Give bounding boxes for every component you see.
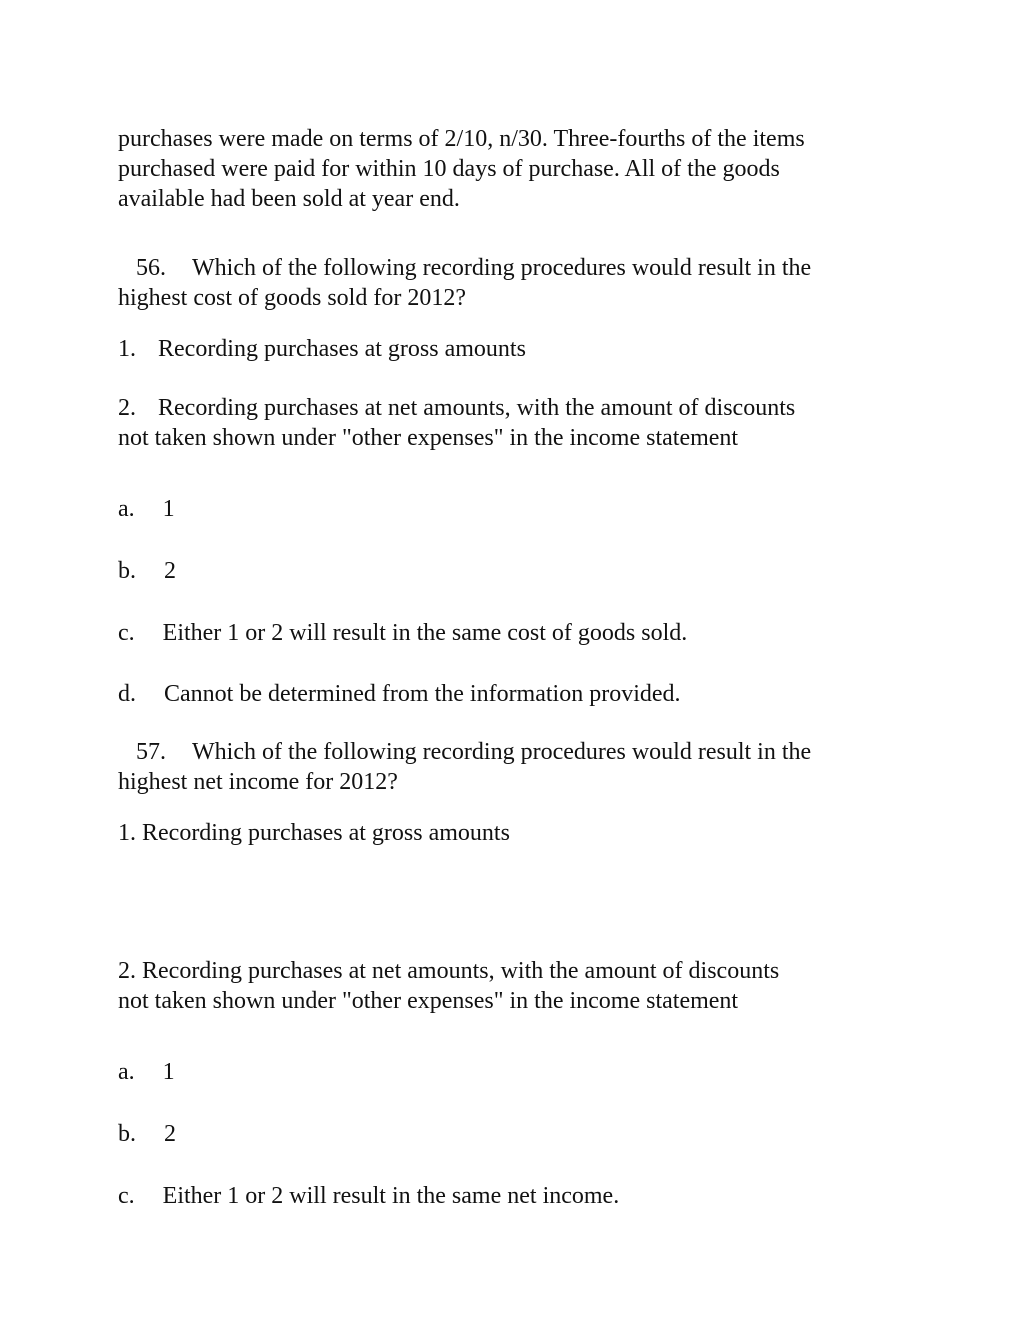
- answer-option: [118, 1181, 908, 1211]
- list-item: [118, 393, 908, 453]
- item-text: 2. Recording purchases at net amounts, with the amount of discounts: [118, 958, 780, 984]
- intro-line: available had been sold at year end.: [118, 186, 460, 212]
- option-text: 2: [164, 558, 176, 584]
- item-text: Recording purchases at gross amounts: [158, 336, 526, 362]
- list-item: [118, 818, 908, 848]
- option-text: 1: [162, 1059, 175, 1085]
- option-text: Either 1 or 2 will result in the same cost of goods sold.: [162, 620, 688, 646]
- option-text: 2: [164, 1121, 176, 1147]
- option-letter: b.: [118, 558, 136, 584]
- answer-option: [118, 1119, 908, 1149]
- intro-paragraph: [118, 124, 908, 214]
- question-text: Which of the following recording procedures would result in the: [192, 255, 812, 281]
- intro-line: purchases were made on terms of 2/10, n/30. Three-fourths of the items: [118, 126, 805, 152]
- option-text: Either 1 or 2 will result in the same net income.: [162, 1183, 620, 1209]
- intro-line: purchased were paid for within 10 days of purchase. All of the goods: [118, 156, 780, 182]
- question-56: [118, 253, 908, 313]
- list-item: [118, 956, 908, 1016]
- option-letter: c.: [118, 620, 135, 646]
- item-number: 1.: [118, 336, 136, 362]
- option-letter: a.: [118, 496, 135, 522]
- option-text: Cannot be determined from the information provided.: [164, 681, 681, 707]
- answer-option: [118, 679, 908, 709]
- option-letter: a.: [118, 1059, 135, 1085]
- answer-option: [118, 1057, 908, 1087]
- question-number: 56.: [136, 255, 166, 281]
- answer-option: [118, 556, 908, 586]
- option-text: 1: [162, 496, 175, 522]
- item-text: 1. Recording purchases at gross amounts: [118, 820, 510, 846]
- option-letter: d.: [118, 681, 136, 707]
- item-text: Recording purchases at net amounts, with the amount of discounts: [158, 395, 796, 421]
- option-letter: b.: [118, 1121, 136, 1147]
- item-text: not taken shown under "other expenses" in the income statement: [118, 988, 739, 1014]
- item-text: not taken shown under "other expenses" in the income statement: [118, 425, 739, 451]
- answer-option: [118, 494, 908, 524]
- question-text: highest cost of goods sold for 2012?: [118, 285, 466, 311]
- item-number: 2.: [118, 395, 136, 421]
- question-text: Which of the following recording procedures would result in the: [192, 739, 812, 765]
- question-57: [118, 737, 908, 797]
- list-item: [118, 334, 908, 364]
- question-text: highest net income for 2012?: [118, 769, 398, 795]
- option-letter: c.: [118, 1183, 135, 1209]
- answer-option: [118, 618, 908, 648]
- question-number: 57.: [136, 739, 166, 765]
